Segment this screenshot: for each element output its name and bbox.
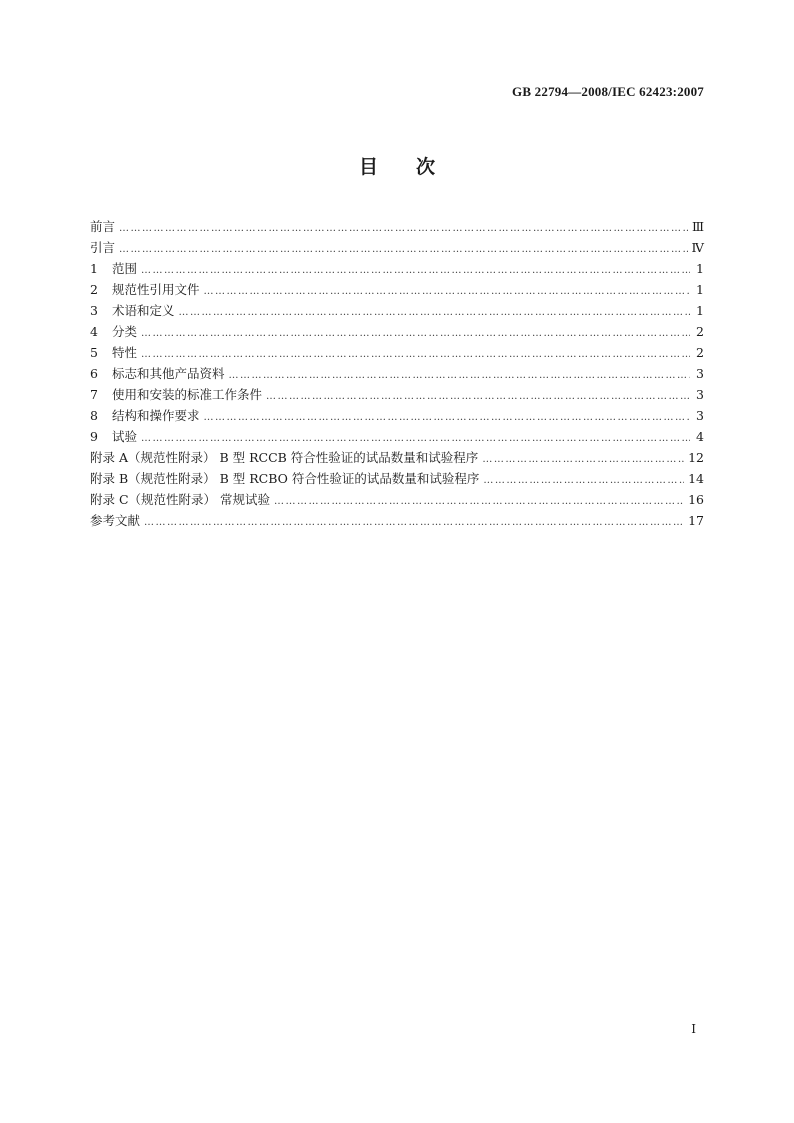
toc-dot-leader (141, 323, 690, 344)
toc-entry-text: 标志和其他产品资料 (112, 366, 225, 381)
toc-page-number: 12 (688, 450, 704, 465)
toc-entry-label (90, 363, 225, 384)
toc-title: 目次 (358, 156, 473, 178)
toc-entry-5[interactable] (90, 342, 704, 363)
toc-page-number: 4 (696, 429, 704, 444)
toc-dot-leader (141, 344, 690, 365)
toc-entry-annex-b[interactable] (90, 468, 704, 489)
toc-dot-leader (141, 260, 690, 281)
toc-dot-leader (483, 470, 684, 491)
toc-page-number: 2 (696, 324, 704, 339)
toc-entry-foreword[interactable] (90, 216, 704, 237)
toc-entry-number: 2 (90, 282, 98, 297)
toc-entry-8[interactable] (90, 405, 704, 426)
toc-page-number: 3 (696, 366, 704, 381)
toc-entry-4[interactable] (90, 321, 704, 342)
toc-dot-leader (141, 428, 690, 449)
toc-page-number: 17 (688, 513, 704, 528)
toc-entry-label: 附录 B（规范性附录） B 型 RCBO 符合性验证的试品数量和试验程序 (90, 471, 480, 486)
toc-entry-introduction[interactable] (90, 237, 704, 258)
toc-entry-number: 6 (90, 366, 98, 381)
toc-entry-1[interactable] (90, 258, 704, 279)
toc-entry-text: 术语和定义 (112, 303, 175, 318)
toc-entry-number: 3 (90, 303, 98, 318)
toc-dot-leader (204, 281, 690, 302)
toc-entry-number: 8 (90, 408, 98, 423)
toc-entry-label (90, 279, 200, 300)
toc-dot-leader (179, 302, 690, 323)
toc-dot-leader (119, 239, 687, 260)
toc-dot-leader (266, 386, 690, 407)
toc-dot-leader (119, 218, 688, 239)
toc-entry-text: 使用和安装的标准工作条件 (112, 387, 263, 402)
toc-dot-leader (482, 449, 684, 470)
toc-entry-label: 附录 A（规范性附录） B 型 RCCB 符合性验证的试品数量和试验程序 (90, 450, 479, 465)
toc-page-number: 2 (696, 345, 704, 360)
toc-entry-text: 结构和操作要求 (112, 408, 200, 423)
toc-entry-text: 试验 (112, 429, 138, 444)
toc-entry-label (90, 405, 200, 426)
toc-entry-label (90, 384, 262, 405)
toc-entry-3[interactable] (90, 300, 704, 321)
toc-page-number: 16 (688, 492, 704, 507)
toc-entry-9[interactable] (90, 426, 704, 447)
toc-entry-text: 特性 (112, 345, 138, 360)
toc-entry-2[interactable] (90, 279, 704, 300)
toc-dot-leader (274, 491, 684, 512)
toc-entry-number: 9 (90, 429, 98, 444)
toc-page-number: 1 (696, 282, 704, 297)
toc-page-number: Ⅳ (691, 240, 704, 255)
toc-entry-label: 参考文献 (90, 513, 141, 528)
table-of-contents (90, 216, 704, 531)
toc-entry-bibliography[interactable] (90, 510, 704, 531)
toc-page-number: 1 (696, 303, 704, 318)
toc-entry-label: 前言 (90, 219, 116, 234)
toc-page-number: 1 (696, 261, 704, 276)
toc-entry-number: 7 (90, 387, 98, 402)
toc-entry-number: 1 (90, 261, 98, 276)
toc-entry-label: 引言 (90, 240, 116, 255)
toc-entry-text: 范围 (112, 261, 138, 276)
toc-dot-leader (229, 365, 690, 386)
toc-dot-leader (204, 407, 690, 428)
toc-entry-6[interactable] (90, 363, 704, 384)
toc-entry-label: 附录 C（规范性附录） 常规试验 (90, 492, 271, 507)
toc-entry-text: 分类 (112, 324, 138, 339)
toc-entry-annex-c[interactable] (90, 489, 704, 510)
toc-page-number: Ⅲ (691, 219, 704, 234)
toc-entry-number: 4 (90, 324, 98, 339)
standard-number: GB 22794—2008/IEC 62423:2007 (512, 84, 704, 99)
toc-page-number: 3 (696, 387, 704, 402)
toc-page-number: 3 (696, 408, 704, 423)
page-number: Ⅰ (691, 1022, 696, 1036)
toc-entry-annex-a[interactable] (90, 447, 704, 468)
toc-entry-7[interactable] (90, 384, 704, 405)
toc-entry-number: 5 (90, 345, 98, 360)
toc-entry-label (90, 321, 137, 342)
toc-entry-label (90, 426, 137, 447)
toc-entry-text: 规范性引用文件 (112, 282, 200, 297)
toc-dot-leader (144, 512, 684, 533)
toc-entry-label (90, 258, 137, 279)
toc-page-number: 14 (688, 471, 704, 486)
toc-entry-label (90, 342, 137, 363)
toc-entry-label (90, 300, 175, 321)
